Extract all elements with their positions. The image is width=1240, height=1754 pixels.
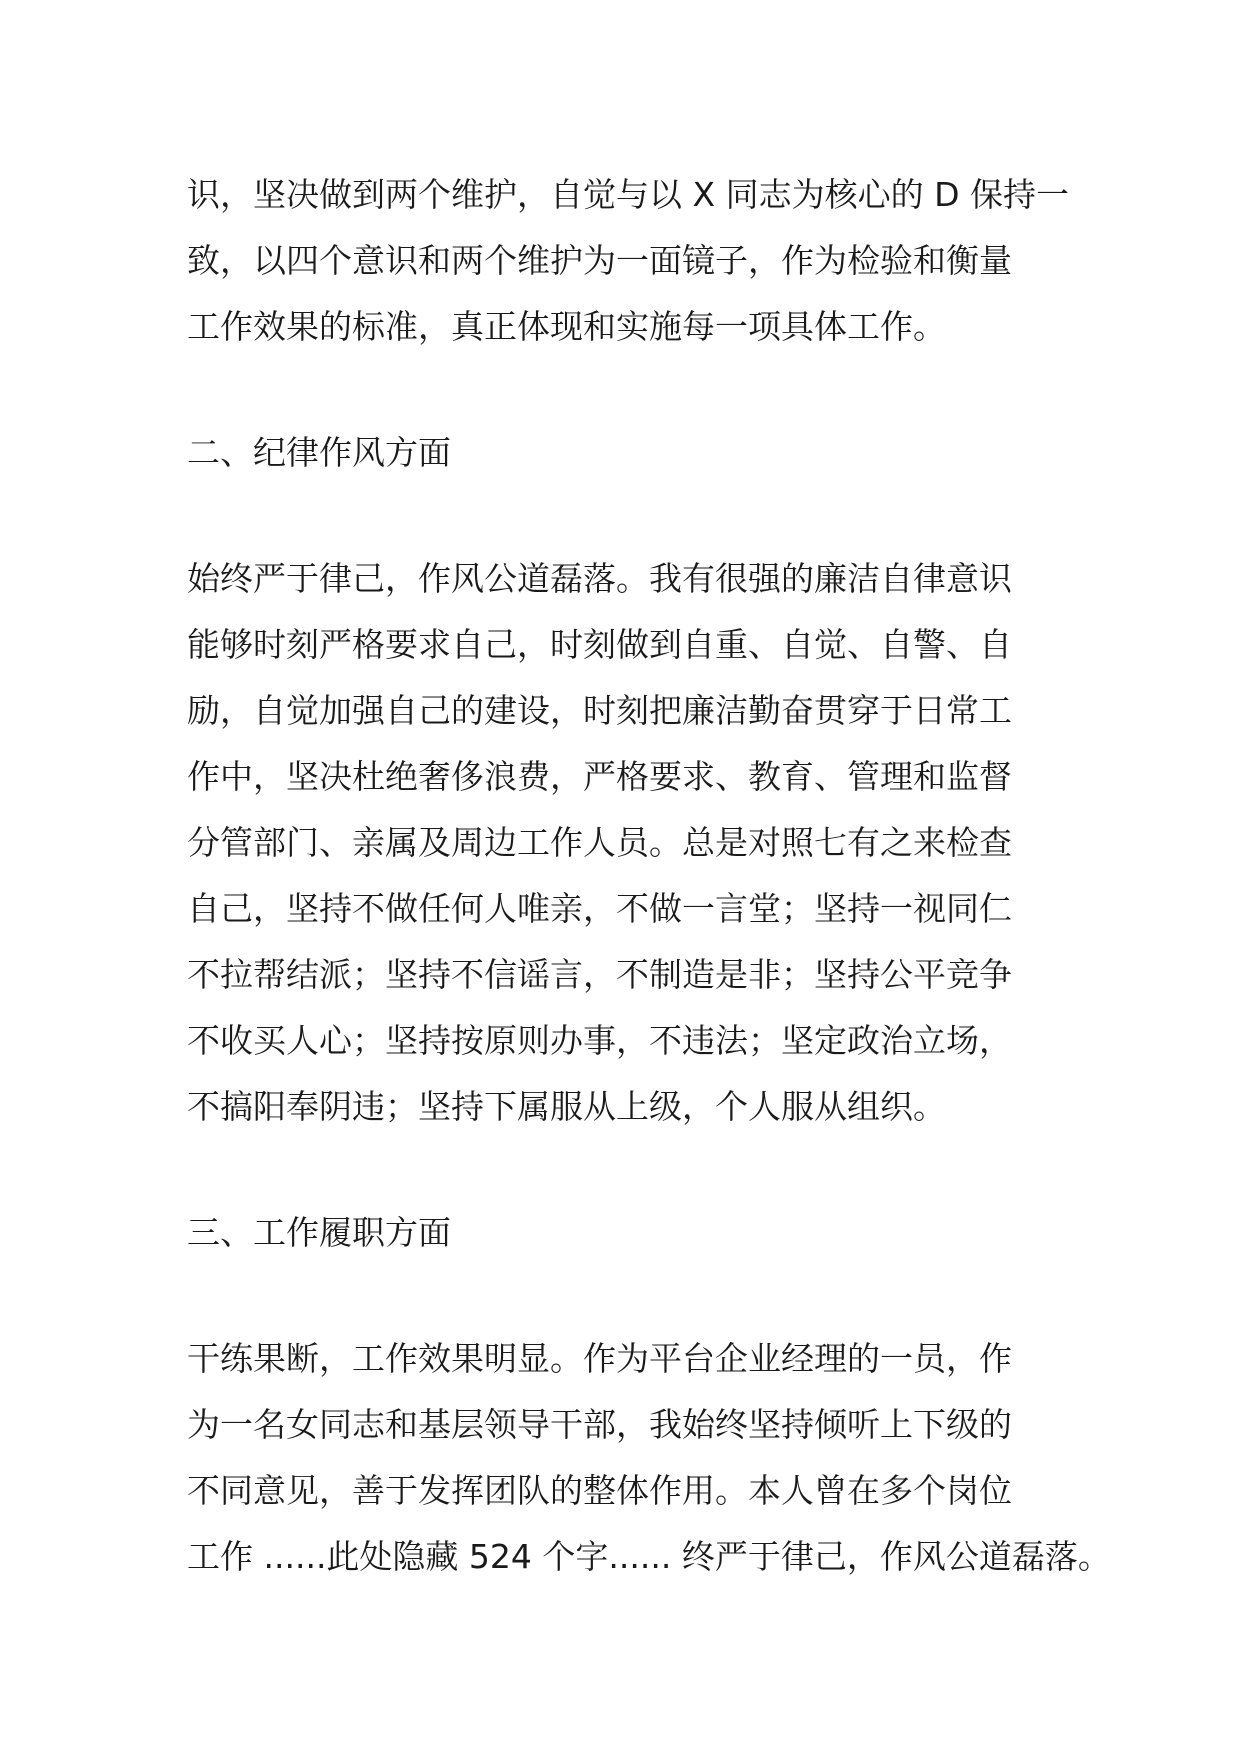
text-line: 为一名女同志和基层领导干部，我始终坚持倾听上下级的 <box>187 1405 1012 1444</box>
text-line: 不拉帮结派；坚持不信谣言，不制造是非；坚持公平竞争 <box>187 955 1012 994</box>
paragraph-duty <box>187 1326 1111 1590</box>
text-line: 励，自觉加强自己的建设，时刻把廉洁勤奋贯穿于日常工 <box>187 691 1012 730</box>
paragraph-spacer <box>187 486 1087 546</box>
text-line: 能够时刻严格要求自己，时刻做到自重、自觉、自警、自 <box>187 625 1012 664</box>
section-heading-discipline: 二、纪律作风方面 <box>187 433 451 472</box>
text-line: 工作效果的标准，真正体现和实施每一项具体工作。 <box>187 307 946 346</box>
text-line: 干练果断，工作效果明显。作为平台企业经理的一员，作 <box>187 1339 1012 1378</box>
text-line: 致，以四个意识和两个维护为一面镜子，作为检验和衡量 <box>187 241 1012 280</box>
section-heading-duty: 三、工作履职方面 <box>187 1213 451 1252</box>
text-line: 识，坚决做到两个维护，自觉与以 X 同志为核心的 D 保持一 <box>187 175 1069 214</box>
paragraph-party-loyalty <box>187 162 1087 360</box>
paragraph-spacer <box>187 360 1087 420</box>
text-line: 不搞阳奉阴违；坚持下属服从上级，个人服从组织。 <box>187 1087 946 1126</box>
document-body <box>187 162 1111 1590</box>
text-line: 作中，坚决杜绝奢侈浪费，严格要求、教育、管理和监督 <box>187 757 1012 796</box>
text-line: 分管部门、亲属及周边工作人员。总是对照七有之来检查 <box>187 823 1012 862</box>
text-line: 不收买人心；坚持按原则办事，不违法；坚定政治立场， <box>187 1021 1012 1060</box>
text-line: 始终严于律己，作风公道磊落。我有很强的廉洁自律意识 <box>187 559 1012 598</box>
text-line: 不同意见，善于发挥团队的整体作用。本人曾在多个岗位 <box>187 1471 1012 1510</box>
paragraph-discipline <box>187 546 1087 1140</box>
text-line: 自己，坚持不做任何人唯亲，不做一言堂；坚持一视同仁 <box>187 889 1012 928</box>
paragraph-spacer <box>187 1140 1087 1200</box>
text-line: 工作 ......此处隐藏 524 个字...... 终严于律己，作风公道磊落。 <box>187 1537 1111 1576</box>
paragraph-spacer <box>187 1266 1087 1326</box>
